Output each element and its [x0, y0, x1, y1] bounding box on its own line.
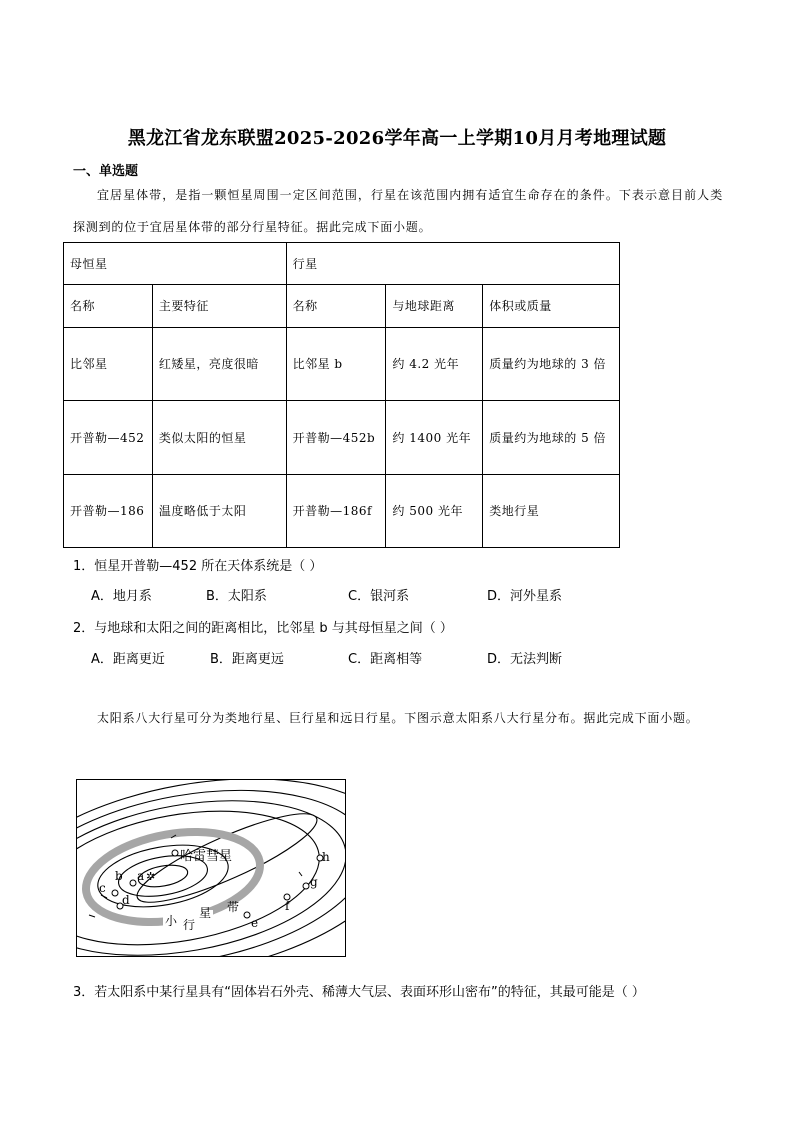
table-cell: 温度略低于太阳 [152, 475, 286, 548]
table-cell: 约 1400 光年 [386, 401, 483, 475]
table-cell: 约 500 光年 [386, 475, 483, 548]
planet-label-c: c [99, 881, 106, 895]
table-cell: 开普勒—186f [286, 475, 386, 548]
option-a[interactable]: A．地月系 [91, 589, 152, 604]
planet-g-dot [303, 883, 309, 889]
planet-c-dot [112, 890, 118, 896]
table-cell: 开普勒—186 [64, 475, 153, 548]
table-row [64, 475, 620, 548]
planet-label-g: g [310, 875, 318, 889]
sun-icon: ✲ [146, 870, 156, 883]
option-c[interactable]: C．距离相等 [348, 652, 423, 667]
column-header: 体积或质量 [483, 285, 620, 328]
orbit-ring [93, 836, 233, 916]
table-cell: 约 4.2 光年 [386, 328, 483, 401]
option-a[interactable]: A．距离更近 [91, 652, 165, 667]
comet-label: 哈雷彗星 [180, 849, 233, 864]
table-cell: 比邻星 b [286, 328, 386, 401]
page-title: 黑龙江省龙东联盟2025-2026学年高一上学期10月月考地理试题 [127, 128, 667, 149]
comet-dot [172, 850, 178, 856]
column-header: 名称 [64, 285, 153, 328]
option-b[interactable]: B．太阳系 [206, 589, 267, 604]
table-cell: 开普勒—452b [286, 401, 386, 475]
column-header: 与地球距离 [386, 285, 483, 328]
section-heading: 一、单选题 [73, 164, 139, 179]
belt-label-char: 带 [227, 900, 240, 914]
table-cell: 比邻星 [64, 328, 153, 401]
table-cell: 类似太阳的恒星 [152, 401, 286, 475]
belt-label-char: 小 [165, 914, 178, 928]
table-cell: 红矮星，亮度很暗 [152, 328, 286, 401]
orbit-ring [137, 862, 190, 890]
belt-label-char: 星 [199, 906, 212, 920]
planet-label-h: h [322, 850, 330, 864]
planet-label-e: e [251, 916, 259, 930]
planet-label-d: d [122, 893, 130, 907]
table-cell: 类地行星 [483, 475, 620, 548]
planet-e-dot [244, 912, 250, 918]
question-2-stem: 2．与地球和太阳之间的距离相比，比邻星 b 与其母恒星之间（ ） [73, 621, 453, 636]
group-header-star: 母恒星 [64, 243, 287, 285]
table-row [64, 401, 620, 475]
table-cell: 质量约为地球的 5 倍 [483, 401, 620, 475]
table-cell: 质量约为地球的 3 倍 [483, 328, 620, 401]
solar-system-figure [76, 779, 346, 957]
column-header: 主要特征 [152, 285, 286, 328]
intro-paragraph-1: 宜居星体带，是指一颗恒星周围一定区间范围，行星在该范围内拥有适宜生命存在的条件。下表示意目前人类探测到的位于宜居星体带的部分行星特征。据此完成下面小题。 [73, 188, 723, 234]
column-header: 名称 [286, 285, 386, 328]
planet-label-f: f [285, 899, 290, 913]
question-3-stem: 3．若太阳系中某行星具有“固体岩石外壳、稀薄大气层、表面环形山密布”的特征，其最可能是（ ） [73, 985, 645, 1000]
option-d[interactable]: D．无法判断 [487, 652, 563, 667]
question-1-stem: 1．恒星开普勒—452 所在天体系统是（ ） [73, 559, 323, 574]
planet-b-dot [130, 880, 136, 886]
sun-label: a [137, 869, 145, 883]
group-header-planet: 行星 [286, 243, 619, 285]
option-d[interactable]: D．河外星系 [487, 589, 563, 604]
intro-paragraph-2: 太阳系八大行星可分为类地行星、巨行星和远日行星。下图示意太阳系八大行星分布。据此完成下面小题。 [97, 711, 699, 725]
table-row [64, 328, 620, 401]
table-cell: 开普勒—452 [64, 401, 153, 475]
option-c[interactable]: C．银河系 [348, 589, 410, 604]
habitable-zone-table [63, 242, 620, 548]
option-b[interactable]: B．距离更远 [210, 652, 284, 667]
planet-label-b: b [115, 869, 123, 883]
belt-label-char: 行 [183, 918, 196, 932]
